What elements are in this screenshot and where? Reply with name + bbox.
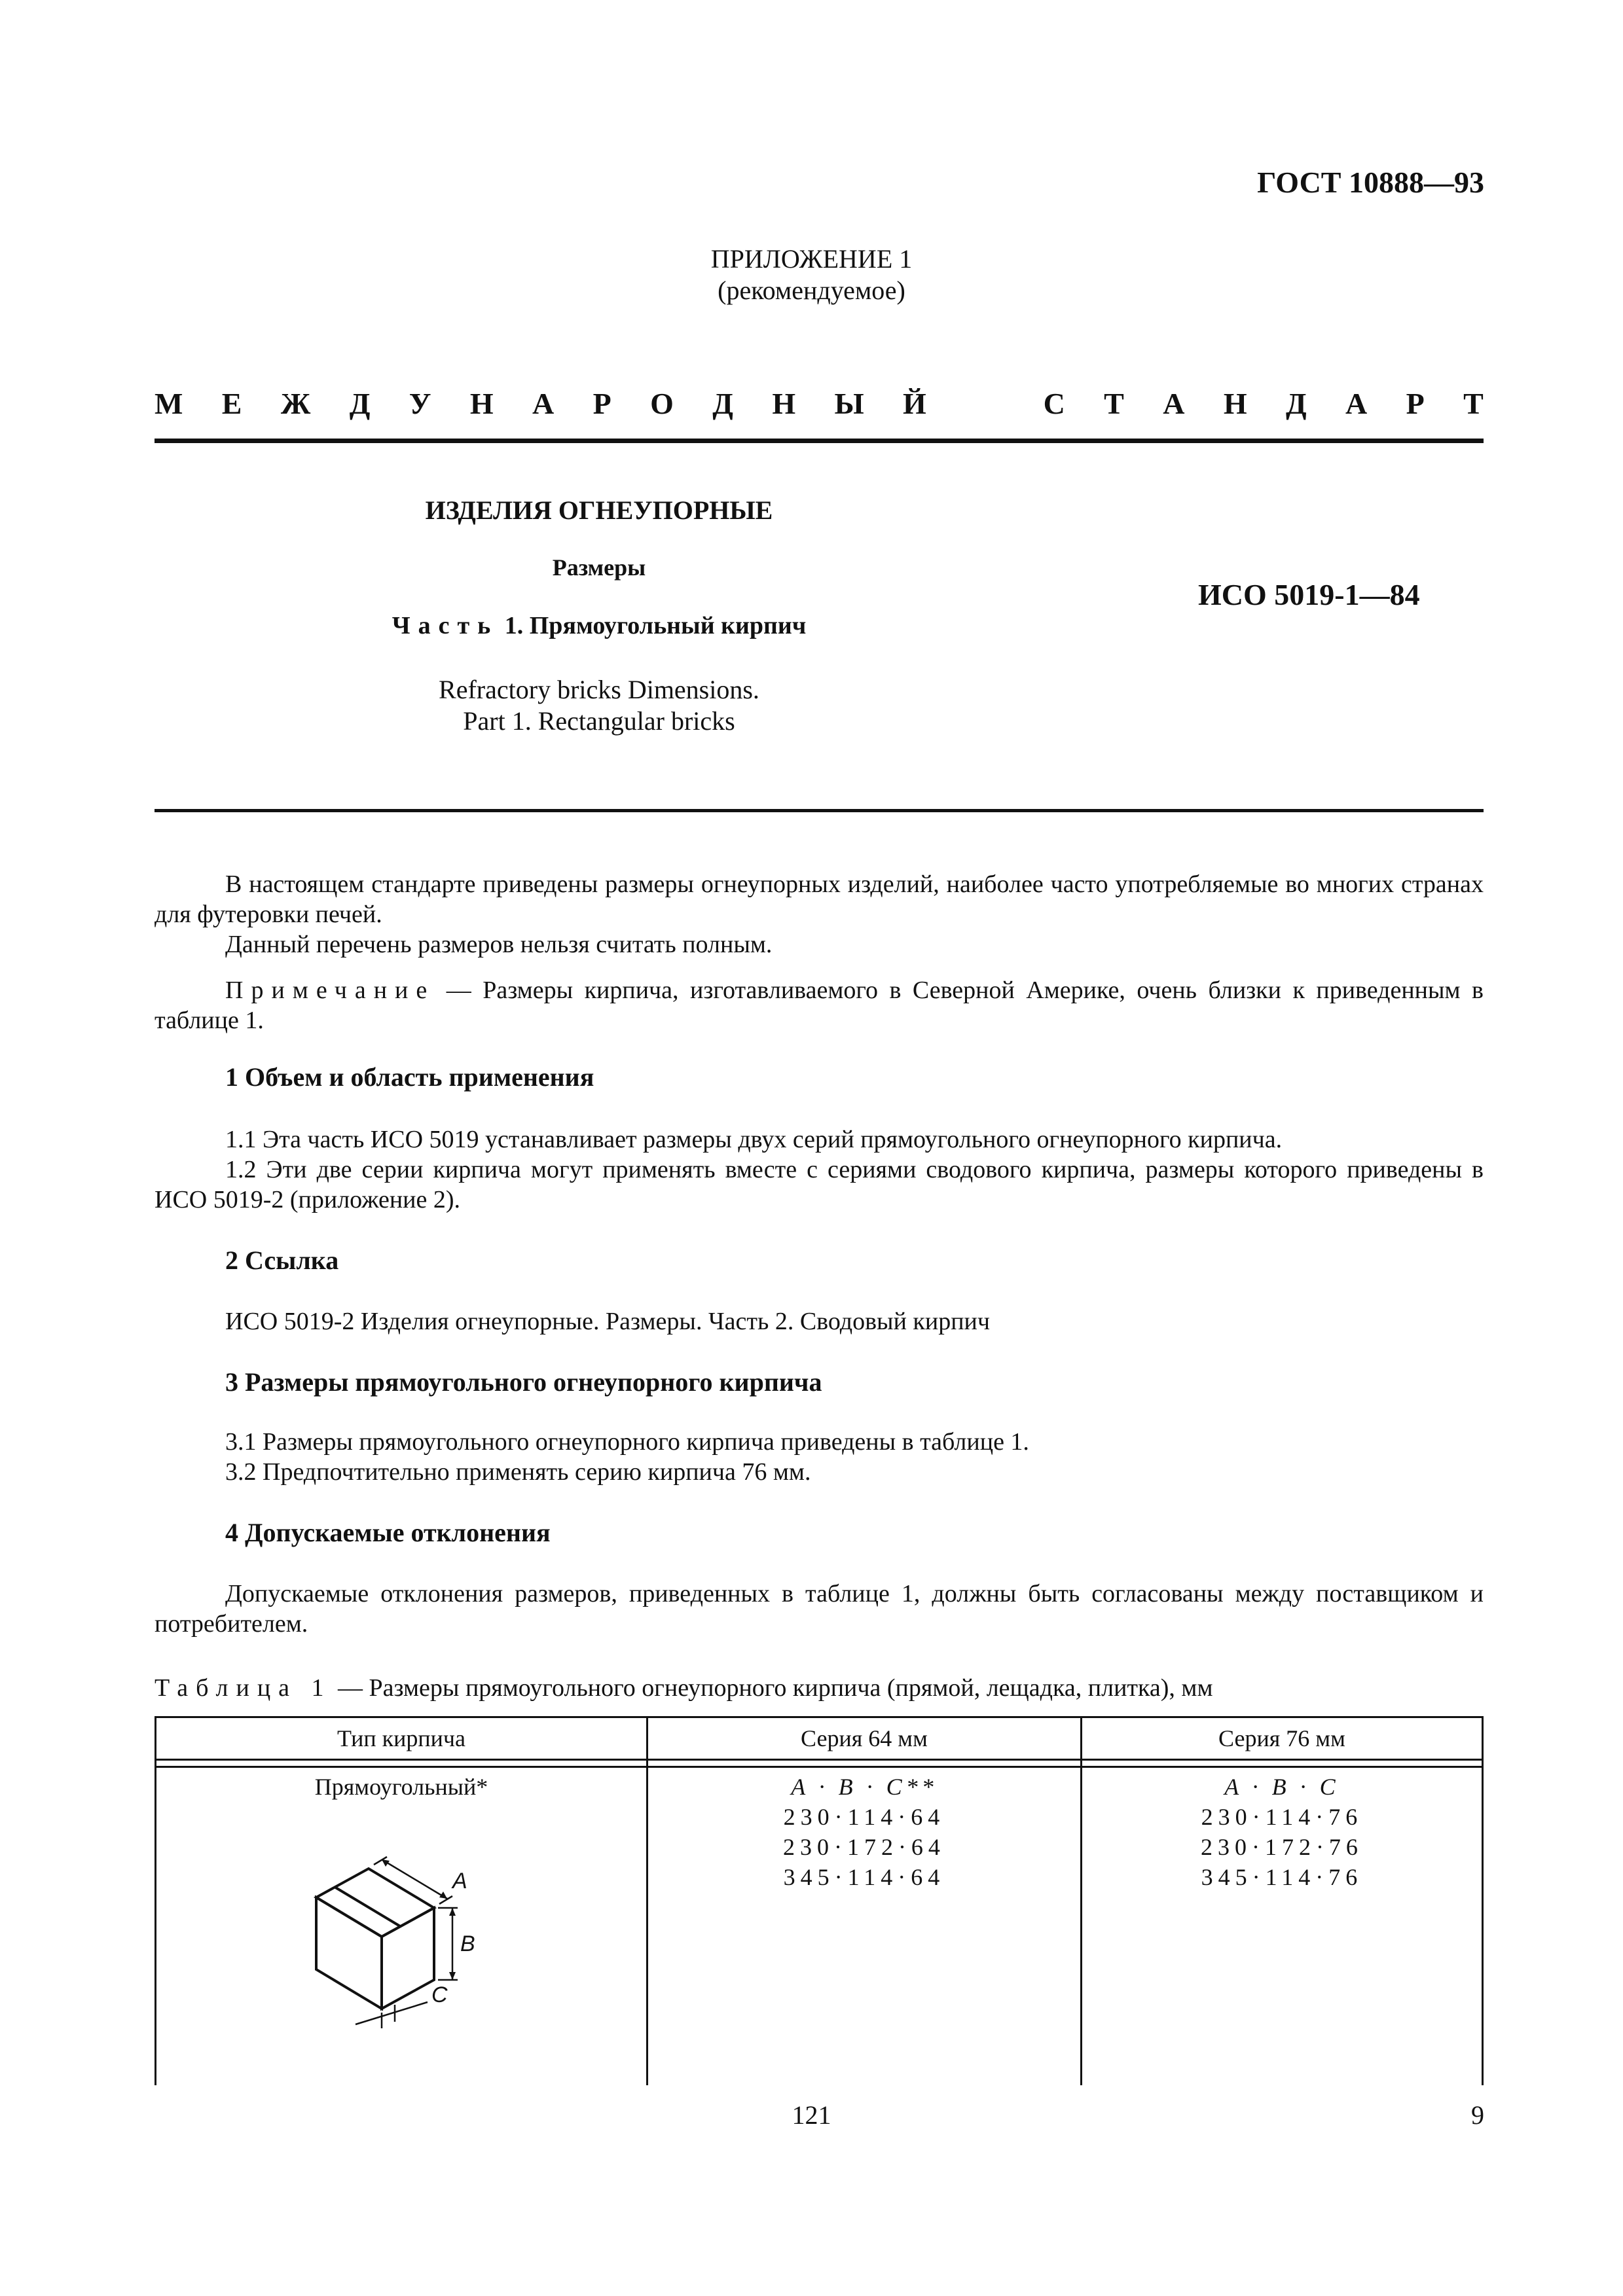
series-76-row-3: 345·114·76 bbox=[1201, 1864, 1363, 1890]
note-text: — Размеры кирпича, изготавливаемого в Северной Америке, очень близки к приведенным в таблице 1. bbox=[155, 977, 1484, 1034]
appendix-subtitle: (рекомендуемое) bbox=[718, 276, 905, 305]
section-3-title: 3 Размеры прямоугольного огнеупорного кирпича bbox=[225, 1367, 822, 1397]
heading-letter: А bbox=[532, 387, 555, 420]
intro-paragraph-2: Данный перечень размеров нельзя считать полным. bbox=[225, 931, 773, 958]
brick-diagram bbox=[283, 1806, 519, 2028]
section-4-paragraph-1: Допускаемые отклонения размеров, приведенных в таблице 1, должны быть согласованы между поставщиком и потребителем. bbox=[155, 1580, 1484, 1638]
series-64-row-3: 345·114·64 bbox=[783, 1864, 945, 1890]
section-3-paragraph-2: 3.2 Предпочтительно применять серию кирпича 76 мм. bbox=[225, 1458, 811, 1486]
heading-word-gap bbox=[965, 386, 1004, 425]
heading-letter: У bbox=[409, 387, 431, 420]
english-title-line1: Refractory bricks Dimensions. bbox=[439, 675, 759, 704]
product-title: ИЗДЕЛИЯ ОГНЕУПОРНЫЕ bbox=[425, 495, 773, 525]
table-caption-label: Таблица 1 bbox=[155, 1674, 332, 1702]
heading-letter: Е bbox=[221, 387, 242, 420]
product-part bbox=[0, 611, 1198, 640]
cell-series-64 bbox=[647, 1767, 1081, 2086]
cell-series-76 bbox=[1081, 1767, 1482, 2086]
header-brick-type: Тип кирпича bbox=[156, 1717, 647, 1760]
heading-letter: Т bbox=[1104, 387, 1124, 420]
top-rule bbox=[155, 439, 1484, 443]
heading-letter: А bbox=[1345, 387, 1368, 420]
title-bottom-rule bbox=[155, 809, 1484, 812]
heading-letter: Ж bbox=[280, 387, 311, 420]
header-series-76: Серия 76 мм bbox=[1081, 1717, 1482, 1760]
part-prefix: Часть bbox=[392, 612, 499, 639]
heading-letter: Н bbox=[772, 387, 796, 420]
section-4-title: 4 Допускаемые отклонения bbox=[225, 1518, 551, 1547]
series-64-dim-head: A · B · C** bbox=[791, 1774, 938, 1800]
iso-code: ИСО 5019-1—84 bbox=[1198, 578, 1420, 611]
appendix-title: ПРИЛОЖЕНИЕ 1 bbox=[710, 244, 913, 274]
diagram-label-c: C bbox=[431, 1982, 448, 2007]
diagram-label-b: B bbox=[460, 1931, 475, 1956]
page-number-right: 9 bbox=[1471, 2100, 1484, 2130]
section-1-paragraph-2: 1.2 Эти две серии кирпича могут применять вместе с сериями сводового кирпича, размеры которого приведены в ИСО 5019-2 (приложение 2). bbox=[155, 1156, 1484, 1213]
heading-letter: С bbox=[1043, 387, 1065, 420]
page-number-center: 121 bbox=[792, 2100, 831, 2130]
heading-letter: Н bbox=[469, 387, 494, 420]
heading-letter: Т bbox=[1463, 387, 1484, 420]
table-caption-text: — Размеры прямоугольного огнеупорного кирпича (прямой, лещадка, плитка), мм bbox=[331, 1674, 1213, 1702]
section-2-paragraph-1: ИСО 5019-2 Изделия огнеупорные. Размеры. Часть 2. Сводовый кирпич bbox=[225, 1308, 990, 1335]
table-caption bbox=[155, 1673, 1484, 1703]
intro-note bbox=[155, 975, 1484, 1035]
series-76-row-2: 230·172·76 bbox=[1200, 1834, 1363, 1860]
heading-letter: Д bbox=[349, 387, 371, 420]
heading-letter: Р bbox=[1406, 387, 1425, 420]
series-76-row-1: 230·114·76 bbox=[1201, 1804, 1363, 1830]
dimensions-table bbox=[155, 1716, 1484, 2085]
section-1-paragraph-1: 1.1 Эта часть ИСО 5019 устанавливает размеры двух серий прямоугольного огнеупорного кирпича. bbox=[225, 1126, 1283, 1153]
product-subtitle: Размеры bbox=[552, 554, 646, 581]
section-1-title: 1 Объем и область применения bbox=[225, 1062, 594, 1092]
heading-letter: Н bbox=[1223, 387, 1247, 420]
heading-letter: М bbox=[155, 387, 183, 420]
section-2-title: 2 Ссылка bbox=[225, 1246, 339, 1275]
intro-paragraph-1: В настоящем стандарте приведены размеры огнеупорных изделий, наиболее часто употребляемые во многих странах для футеровки печей. bbox=[155, 870, 1484, 928]
heading-letter: Д bbox=[1286, 387, 1307, 420]
document-code: ГОСТ 10888—93 bbox=[1257, 166, 1484, 199]
header-series-64: Серия 64 мм bbox=[647, 1717, 1081, 1760]
heading-letter: Д bbox=[712, 387, 733, 420]
brick-type-label: Прямоугольный* bbox=[314, 1774, 488, 1800]
heading-letter: Ы bbox=[834, 387, 864, 420]
heading-letter: О bbox=[650, 387, 674, 420]
note-label: Примечание bbox=[225, 977, 435, 1004]
heading-letter: Й bbox=[903, 387, 926, 420]
part-text: 1. Прямоугольный кирпич bbox=[504, 612, 807, 639]
heading-letter: А bbox=[1163, 387, 1185, 420]
series-76-dim-head: A · B · C bbox=[1224, 1774, 1340, 1800]
diagram-label-a: A bbox=[452, 1869, 467, 1893]
section-3-paragraph-1: 3.1 Размеры прямоугольного огнеупорного кирпича приведены в таблице 1. bbox=[225, 1428, 1029, 1456]
international-standard-heading bbox=[155, 386, 1484, 425]
series-64-row-2: 230·172·64 bbox=[782, 1834, 945, 1860]
series-64-row-1: 230·114·64 bbox=[783, 1804, 945, 1830]
heading-letter: Р bbox=[593, 387, 611, 420]
cell-brick-type bbox=[156, 1767, 647, 2086]
english-title-line2: Part 1. Rectangular bricks bbox=[463, 706, 735, 736]
